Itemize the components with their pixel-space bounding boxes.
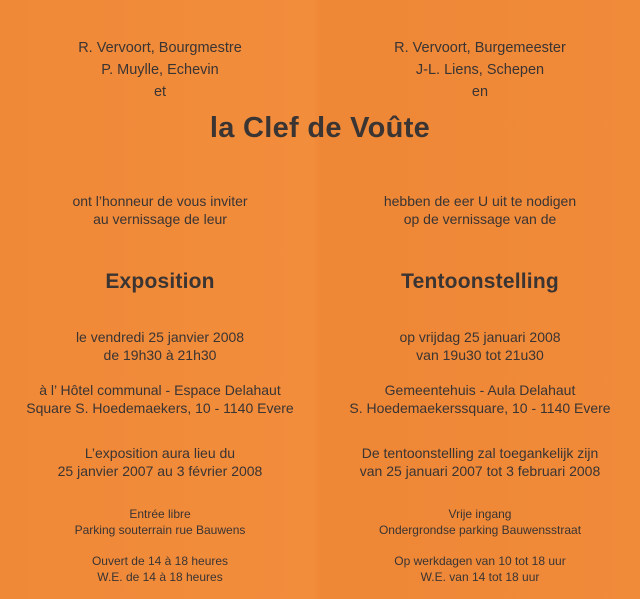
event-time: de 19h30 à 21h30 — [103, 347, 217, 363]
exhibition-title: la Clef de Voûte — [209, 112, 431, 144]
event-date: le vendredi 25 janvier 2008 — [75, 329, 245, 345]
entry-info: Vrije ingang — [448, 507, 512, 521]
weekend-hours: W.E. van 14 tot 18 uur — [420, 570, 540, 584]
venue-address: Square S. Hoedemaekers, 10 - 1140 Evere — [26, 400, 294, 416]
invite-line-2: op de vernissage van de — [403, 211, 557, 227]
event-time: van 19u30 tot 21u30 — [416, 347, 544, 363]
invite-line-1: ont l’honneur de vous inviter — [72, 193, 248, 209]
host-conjunction: et — [153, 84, 167, 100]
event-date: op vrijdag 25 januari 2008 — [399, 329, 561, 345]
host-mayor: R. Vervoort, Bourgmestre — [78, 40, 242, 56]
weekday-hours: Op werkdagen van 10 tot 18 uur — [394, 554, 566, 568]
host-conjunction: en — [471, 84, 489, 100]
host-mayor: R. Vervoort, Burgemeester — [394, 40, 566, 56]
exhibition-heading: Tentoonstelling — [401, 270, 559, 293]
period-dates: 25 janvier 2007 au 3 février 2008 — [57, 463, 263, 479]
venue-address: S. Hoedemaekerssquare, 10 - 1140 Evere — [349, 400, 611, 416]
invite-line-2: au vernissage de leur — [93, 211, 227, 227]
host-alderman: J-L. Liens, Schepen — [415, 62, 545, 78]
entry-info: Entrée libre — [129, 507, 191, 521]
venue-name: Gemeentehuis - Aula Delahaut — [384, 382, 576, 398]
host-alderman: P. Muylle, Echevin — [101, 62, 219, 78]
weekend-hours: W.E. de 14 à 18 heures — [97, 570, 223, 584]
exhibition-heading: Exposition — [105, 270, 215, 293]
period-dates: van 25 januari 2007 tot 3 februari 2008 — [359, 463, 601, 479]
venue-name: à l’ Hôtel communal - Espace Delahaut — [39, 382, 281, 398]
invite-line-1: hebben de eer U uit te nodigen — [383, 193, 577, 209]
parking-info: Ondergrondse parking Bauwensstraat — [378, 523, 582, 537]
weekday-hours: Ouvert de 14 à 18 heures — [91, 554, 229, 568]
parking-info: Parking souterrain rue Bauwens — [74, 523, 246, 537]
period-intro: L’exposition aura lieu du — [84, 445, 236, 461]
period-intro: De tentoonstelling zal toegankelijk zijn — [361, 445, 599, 461]
